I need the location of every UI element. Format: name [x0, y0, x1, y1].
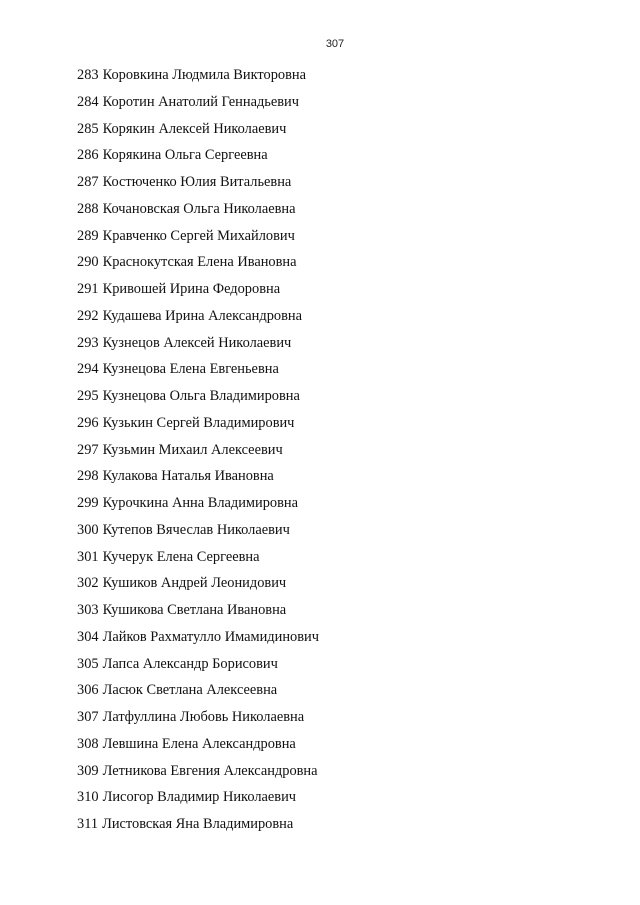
- list-item: [77, 387, 319, 414]
- entry-number: 285: [77, 120, 99, 137]
- entry-number: 297: [77, 441, 99, 458]
- entry-name: Кузнецова Елена Евгеньевна: [102, 361, 279, 378]
- list-item: [77, 467, 319, 494]
- entry-name: Костюченко Юлия Витальевна: [102, 174, 292, 190]
- entry-number: 305: [77, 655, 99, 672]
- entry-name: Кравченко Сергей Михайлович: [102, 227, 295, 244]
- entry-number: 291: [77, 281, 99, 297]
- entry-name: Кузнецов Алексей Николаевич: [102, 334, 292, 351]
- entry-number: 292: [77, 307, 99, 324]
- entry-number: 289: [77, 227, 99, 244]
- entry-name: Лапса Александр Борисович: [102, 655, 278, 672]
- entry-name: Корякина Ольга Сергеевна: [102, 147, 268, 164]
- entry-number: 310: [77, 789, 99, 806]
- entry-name: Кучерук Елена Сергеевна: [102, 548, 260, 565]
- entry-number: 288: [77, 200, 99, 217]
- entry-name: Краснокутская Елена Ивановна: [102, 254, 297, 271]
- entry-name: Кривошей Ирина Федоровна: [102, 281, 281, 297]
- entry-name: Кушиков Андрей Леонидович: [102, 575, 287, 592]
- entry-number: 306: [77, 682, 99, 699]
- entry-number: 295: [77, 388, 99, 404]
- list-item: [77, 280, 319, 307]
- list-item: [77, 414, 319, 441]
- entry-number: 287: [77, 174, 99, 190]
- entry-number: 290: [77, 254, 99, 271]
- entry-number: 293: [77, 334, 99, 351]
- entry-name: Ласюк Светлана Алексеевна: [102, 682, 278, 699]
- list-item: [77, 360, 319, 387]
- entry-number: 302: [77, 575, 99, 592]
- list-item: [77, 494, 319, 521]
- entry-number: 307: [77, 709, 99, 725]
- entry-number: 308: [77, 735, 99, 752]
- list-item: [77, 601, 319, 628]
- entry-name: Курочкина Анна Владимировна: [102, 495, 298, 511]
- entry-number: 304: [77, 628, 99, 645]
- entry-name: Летникова Евгения Александровна: [102, 762, 318, 779]
- list-item: [77, 66, 319, 93]
- list-item: [77, 441, 319, 468]
- list-item: [77, 521, 319, 548]
- list-item: [77, 334, 319, 361]
- entry-name: Кузьмин Михаил Алексеевич: [102, 441, 283, 458]
- list-item: [77, 173, 319, 200]
- entry-number: 283: [77, 67, 99, 83]
- entry-number: 294: [77, 361, 99, 378]
- entry-name: Листовская Яна Владимировна: [102, 816, 294, 832]
- list-item: [77, 200, 319, 227]
- entry-number: 311: [77, 816, 99, 832]
- entry-name: Коротин Анатолий Геннадьевич: [102, 93, 299, 110]
- entry-name: Левшина Елена Александровна: [102, 735, 296, 752]
- entry-number: 299: [77, 495, 99, 511]
- list-item: [77, 815, 319, 842]
- list-item: [77, 735, 319, 762]
- entry-number: 298: [77, 468, 99, 485]
- list-item: [77, 628, 319, 655]
- name-list: [77, 66, 319, 842]
- entry-name: Кузнецова Ольга Владимировна: [102, 388, 300, 404]
- entry-number: 284: [77, 93, 99, 110]
- list-item: [77, 146, 319, 173]
- entry-name: Лайков Рахматулло Имамидинович: [102, 628, 319, 645]
- entry-number: 300: [77, 521, 99, 538]
- list-item: [77, 762, 319, 789]
- entry-name: Кулакова Наталья Ивановна: [102, 468, 274, 485]
- list-item: [77, 120, 319, 147]
- entry-name: Кудашева Ирина Александровна: [102, 307, 302, 324]
- entry-name: Кочановская Ольга Николаевна: [102, 200, 296, 217]
- list-item: [77, 655, 319, 682]
- entry-number: 296: [77, 414, 99, 431]
- entry-name: Кутепов Вячеслав Николаевич: [102, 521, 290, 538]
- list-item: [77, 93, 319, 120]
- entry-name: Латфуллина Любовь Николаевна: [102, 709, 305, 725]
- entry-number: 301: [77, 548, 99, 565]
- list-item: [77, 253, 319, 280]
- list-item: [77, 708, 319, 735]
- entry-name: Лисогор Владимир Николаевич: [102, 789, 297, 806]
- list-item: [77, 788, 319, 815]
- page-number: 307: [325, 38, 345, 50]
- list-item: [77, 307, 319, 334]
- entry-name: Кузькин Сергей Владимирович: [102, 414, 295, 431]
- entry-number: 309: [77, 762, 99, 779]
- list-item: [77, 227, 319, 254]
- list-item: [77, 574, 319, 601]
- entry-name: Кушикова Светлана Ивановна: [102, 602, 287, 618]
- entry-name: Корякин Алексей Николаевич: [102, 120, 287, 137]
- entry-number: 303: [77, 602, 99, 618]
- list-item: [77, 548, 319, 575]
- entry-number: 286: [77, 147, 99, 164]
- list-item: [77, 681, 319, 708]
- entry-name: Коровкина Людмила Викторовна: [102, 67, 306, 83]
